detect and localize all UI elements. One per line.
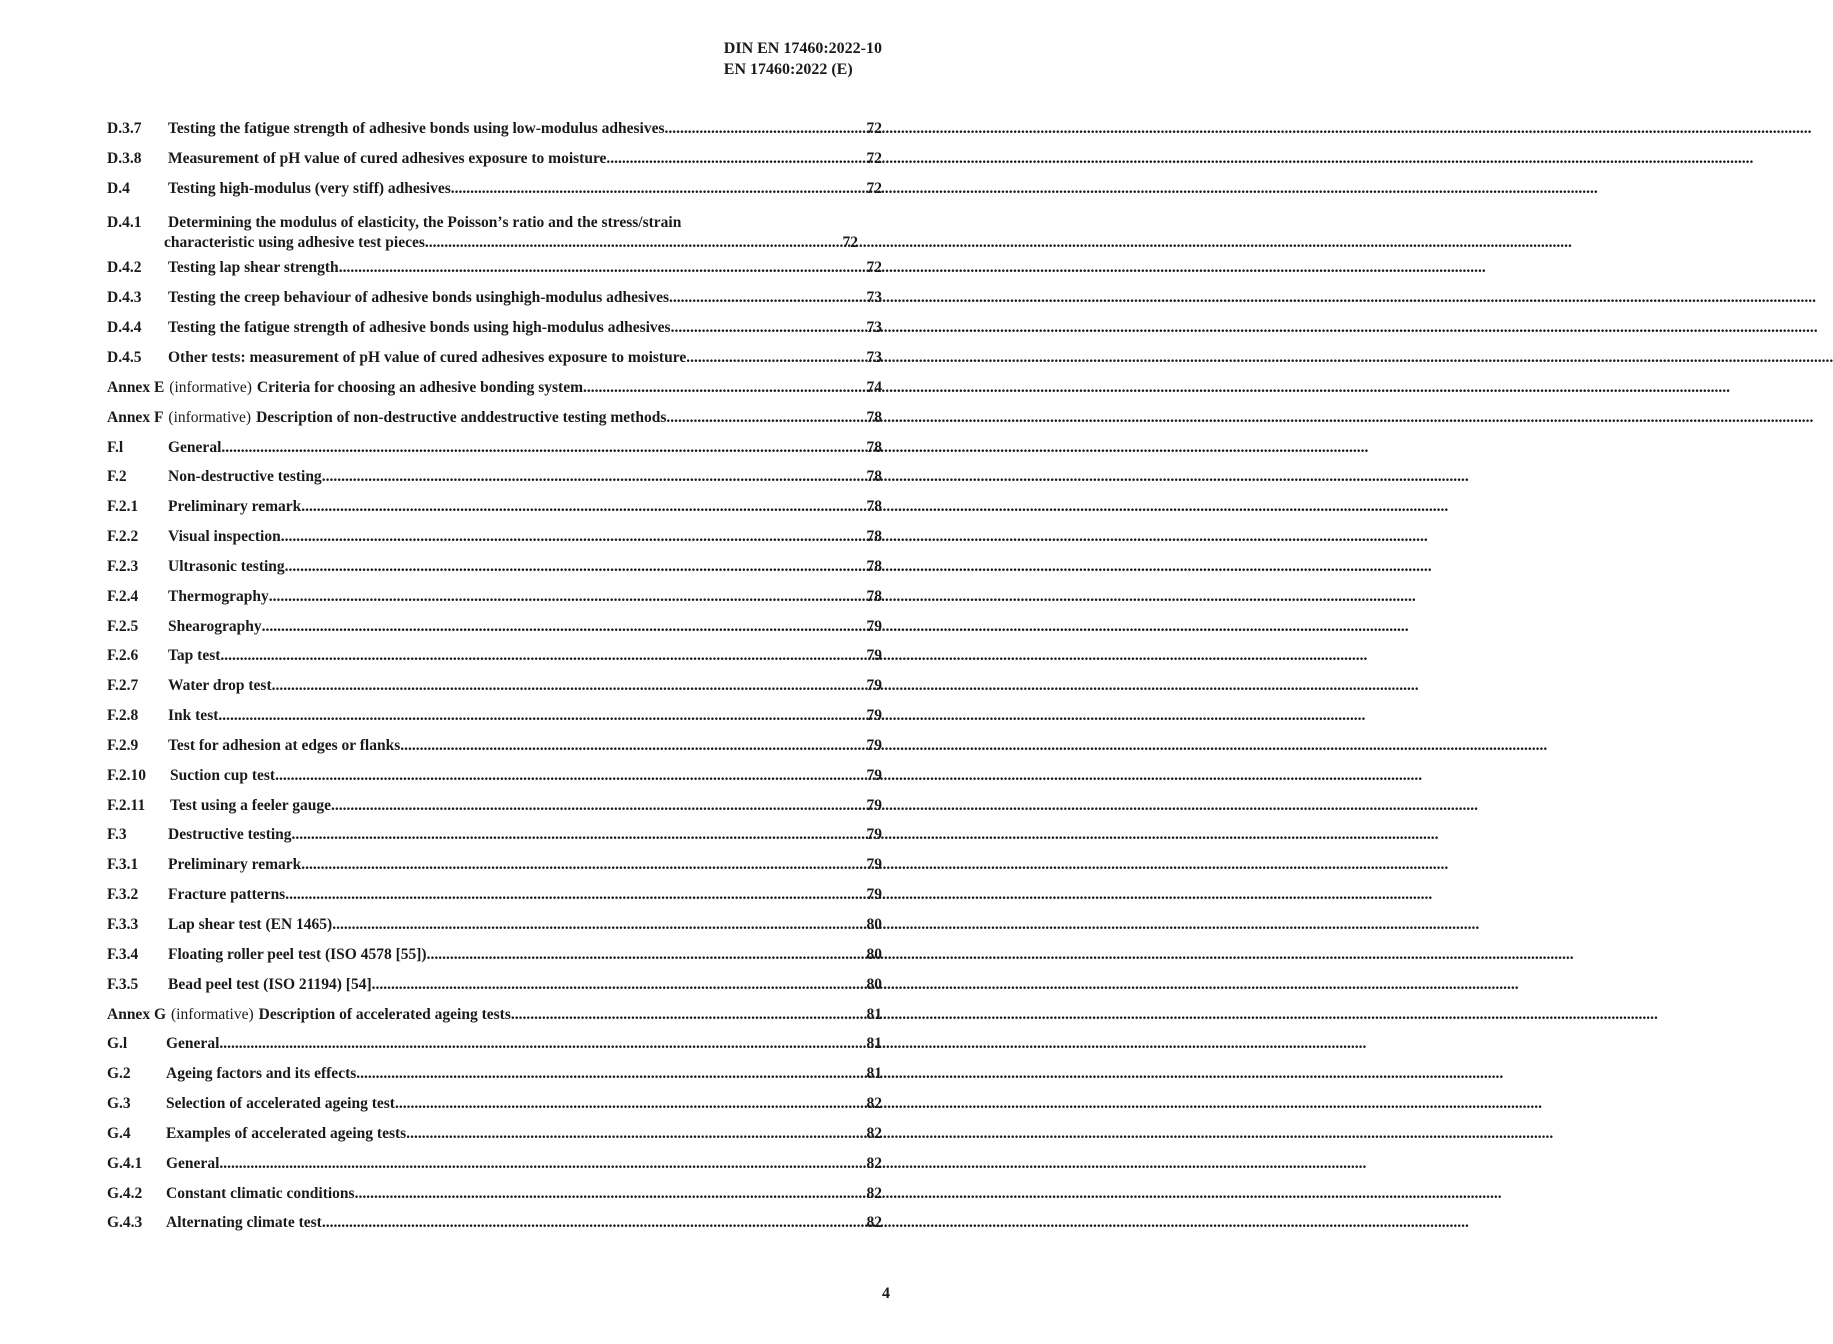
- toc-entry-number: G.4.1: [107, 1154, 143, 1172]
- toc-entry-leader-dots: [511, 1006, 867, 1024]
- toc-entry-title: Non-destructive testing: [168, 468, 322, 486]
- toc-entry-page: 73: [866, 319, 882, 337]
- toc-entry-number: G.4.3: [107, 1214, 143, 1232]
- toc-entry[interactable]: [107, 373, 882, 403]
- toc-entry-number: F.2.6: [107, 647, 139, 665]
- toc-entry[interactable]: [107, 1000, 882, 1030]
- toc-entry-number: F.3.1: [107, 856, 139, 874]
- toc-entry-leader-dots: [220, 647, 866, 665]
- toc-entry-page: 79: [866, 766, 882, 784]
- toc-entry-title: Lap shear test (EN 1465): [168, 916, 333, 934]
- toc-entry[interactable]: [107, 313, 882, 343]
- toc-entry-title: Testing the creep behaviour of adhesive bonds usinghigh-modulus adhesives: [168, 289, 669, 307]
- toc-entry[interactable]: [107, 552, 882, 582]
- toc-entry[interactable]: [107, 462, 882, 492]
- toc-entry[interactable]: [107, 701, 882, 731]
- toc-entry-page: 79: [866, 886, 882, 904]
- toc-entry-number: F.2.8: [107, 707, 139, 725]
- toc-entry-title: Testing the fatigue strength of adhesive bonds using high-modulus adhesives: [168, 319, 671, 337]
- toc-entry-page: 78: [866, 557, 882, 575]
- toc-entry-leader-dots: [301, 856, 866, 874]
- toc-entry[interactable]: [107, 433, 882, 463]
- toc-entry-page: 82: [866, 1214, 882, 1232]
- toc-entry[interactable]: [107, 204, 882, 254]
- toc-entry-page: 81: [866, 1005, 882, 1023]
- toc-entry-leader-dots: [269, 588, 867, 606]
- toc-entry-leader-dots: [666, 409, 866, 427]
- table-of-contents: [107, 114, 882, 1238]
- toc-entry-title: Determining the modulus of elasticity, the Poissonʼs ratio and the stress/strain: [168, 213, 682, 231]
- toc-entry-number: G.4: [107, 1124, 131, 1142]
- toc-entry-leader-dots: [669, 289, 867, 307]
- toc-entry-leader-dots: [395, 1095, 867, 1113]
- toc-entry-number: D.4.5: [107, 348, 142, 366]
- toc-entry-title: Test using a feeler gauge: [170, 796, 332, 814]
- toc-entry[interactable]: [107, 254, 882, 284]
- toc-entry-leader-dots: [262, 618, 867, 636]
- toc-entry-number: F.3.5: [107, 975, 139, 993]
- toc-entry-title: Alternating climate test: [166, 1214, 322, 1232]
- toc-entry-number: F.3.3: [107, 916, 139, 934]
- toc-entry-page: 80: [866, 916, 882, 934]
- toc-entry-number: Annex G: [107, 1005, 166, 1023]
- toc-entry-title: Other tests: measurement of pH value of cured adhesives exposure to moisture: [168, 348, 687, 366]
- toc-entry[interactable]: [107, 731, 882, 761]
- toc-entry-page: 72: [866, 259, 882, 277]
- toc-entry-page: 81: [866, 1035, 882, 1053]
- toc-entry[interactable]: [107, 492, 882, 522]
- toc-entry-page: 82: [866, 1154, 882, 1172]
- toc-entry-page: 74: [866, 378, 882, 396]
- toc-entry-title: Visual inspection: [168, 528, 281, 546]
- toc-entry-page: 82: [866, 1095, 882, 1113]
- toc-entry-number: F.2.3: [107, 557, 139, 575]
- header-standard-din: DIN EN 17460:2022-10: [723, 40, 882, 57]
- toc-entry-title: Test for adhesion at edges or flanks: [168, 736, 401, 754]
- toc-entry-page: 73: [866, 348, 882, 366]
- toc-entry-page: 78: [866, 587, 882, 605]
- toc-entry-page: 79: [866, 796, 882, 814]
- toc-entry-page: 73: [866, 289, 882, 307]
- toc-entry[interactable]: [107, 642, 882, 672]
- toc-entry-title: Testing the fatigue strength of adhesive bonds using low-modulus adhesives: [168, 119, 665, 137]
- toc-entry-title: Thermography: [168, 587, 269, 605]
- toc-entry-page: 80: [866, 945, 882, 963]
- toc-entry-page: 78: [866, 528, 882, 546]
- toc-entry-title: General: [166, 1154, 220, 1172]
- toc-entry-page: 79: [866, 707, 882, 725]
- toc-entry-page: 79: [866, 856, 882, 874]
- toc-entry-number: F.2.4: [107, 587, 139, 605]
- toc-entry-leader-dots: [355, 1185, 867, 1203]
- toc-entry-leader-dots: [272, 677, 867, 695]
- toc-entry[interactable]: [107, 1029, 882, 1059]
- toc-entry-leader-dots: [275, 767, 866, 785]
- toc-entry-leader-dots: [372, 976, 867, 994]
- toc-entry-number: Annex E: [107, 378, 165, 396]
- toc-entry[interactable]: [107, 671, 882, 701]
- toc-entry-number: D.4: [107, 179, 130, 197]
- toc-entry-title: Ultrasonic testing: [168, 557, 285, 575]
- toc-entry-page: 79: [866, 677, 882, 695]
- toc-entry[interactable]: [107, 880, 882, 910]
- toc-entry-number: F.2.2: [107, 528, 139, 546]
- toc-entry-leader-dots: [285, 886, 866, 904]
- toc-entry-page: 81: [866, 1065, 882, 1083]
- toc-entry-number: F.2.1: [107, 498, 139, 516]
- toc-entry-page: 72: [866, 119, 882, 137]
- toc-entry-title: Testing lap shear strength: [168, 259, 339, 277]
- toc-entry-page: 78: [866, 498, 882, 516]
- toc-entry-number: F.2.10: [107, 766, 147, 784]
- toc-entry-leader-dots: [292, 826, 867, 844]
- toc-entry-leader-dots: [686, 349, 866, 367]
- toc-entry-leader-dots: [665, 120, 867, 138]
- toc-entry-page: 79: [866, 647, 882, 665]
- toc-entry-page: 79: [866, 617, 882, 635]
- toc-entry-leader-dots: [451, 180, 867, 198]
- toc-entry-annex-type: (informative): [169, 378, 252, 396]
- toc-entry-leader-dots: [219, 1155, 866, 1173]
- toc-entry-leader-dots: [356, 1065, 866, 1083]
- toc-entry-title: Examples of accelerated ageing tests: [166, 1124, 407, 1142]
- toc-entry-title: Floating roller peel test (ISO 4578 [55]): [168, 945, 427, 963]
- toc-entry[interactable]: [107, 174, 882, 204]
- toc-entry[interactable]: [107, 403, 882, 433]
- toc-entry[interactable]: [107, 1119, 882, 1149]
- toc-entry-title: Constant climatic conditions: [166, 1184, 355, 1202]
- toc-entry-leader-dots: [671, 319, 867, 337]
- toc-entry-title: Destructive testing: [168, 826, 292, 844]
- toc-entry-leader-dots: [219, 1035, 866, 1053]
- toc-entry[interactable]: [107, 582, 882, 612]
- toc-entry[interactable]: [107, 940, 882, 970]
- toc-entry-leader-dots: [406, 1125, 866, 1143]
- toc-entry-leader-dots: [339, 259, 867, 277]
- toc-entry[interactable]: [107, 850, 882, 880]
- toc-entry-number: F.2.11: [107, 796, 146, 814]
- toc-entry[interactable]: [107, 612, 882, 642]
- toc-entry-page: 82: [866, 1124, 882, 1142]
- toc-entry[interactable]: [107, 1089, 882, 1119]
- toc-entry-leader-dots: [285, 558, 867, 576]
- toc-entry-title: Ageing factors and its effects: [166, 1065, 357, 1083]
- toc-entry-number: D.4.1: [107, 213, 142, 231]
- toc-entry-number: G.3: [107, 1095, 131, 1113]
- toc-entry-number: D.4.2: [107, 259, 142, 277]
- toc-entry-number: F.3: [107, 826, 127, 844]
- toc-entry-number: F.3.2: [107, 886, 139, 904]
- toc-entry[interactable]: [107, 283, 882, 313]
- toc-entry-leader-dots: [218, 707, 866, 725]
- toc-entry-title: Suction cup test: [170, 766, 276, 784]
- toc-entry-number: F.2.9: [107, 736, 139, 754]
- toc-entry-page: 72: [866, 179, 882, 197]
- toc-entry-title: Testing high-modulus (very stiff) adhesives: [168, 179, 451, 197]
- toc-entry-leader-dots: [583, 379, 866, 397]
- toc-entry-number: F.2.5: [107, 617, 139, 635]
- toc-entry-page: 78: [866, 468, 882, 486]
- document-header: [724, 38, 882, 80]
- toc-entry[interactable]: [107, 1059, 882, 1089]
- toc-entry-title: Tap test: [168, 647, 221, 665]
- toc-entry-page: 78: [866, 438, 882, 456]
- toc-entry[interactable]: [107, 761, 882, 791]
- toc-entry-number: D.3.7: [107, 119, 142, 137]
- toc-entry-title: General: [166, 1035, 220, 1053]
- toc-entry-number: D.4.3: [107, 289, 142, 307]
- toc-entry-title: Bead peel test (ISO 21194) [54]: [168, 975, 372, 993]
- toc-entry-leader-dots: [400, 737, 866, 755]
- toc-entry-number: F.3.4: [107, 945, 139, 963]
- toc-entry-leader-dots: [221, 439, 866, 457]
- toc-entry-leader-dots: [322, 468, 867, 486]
- toc-entry-annex-type: (informative): [168, 408, 252, 426]
- toc-entry-title: Fracture patterns: [168, 886, 286, 904]
- toc-entry-page: 80: [866, 975, 882, 993]
- toc-entry[interactable]: [107, 821, 882, 851]
- toc-entry-leader-dots: [301, 498, 866, 516]
- toc-entry-number: Annex F: [107, 408, 164, 426]
- toc-entry[interactable]: [107, 1209, 882, 1239]
- toc-entry-title: Water drop test: [168, 677, 272, 695]
- toc-entry-title: Selection of accelerated ageing test: [166, 1095, 395, 1113]
- toc-entry-number: F.2: [107, 468, 127, 486]
- toc-entry-leader-dots: [425, 234, 843, 252]
- toc-entry-title: Criteria for choosing an adhesive bonding system: [256, 378, 584, 396]
- toc-entry-leader-dots: [281, 528, 867, 546]
- toc-entry-number: G.4.2: [107, 1184, 143, 1202]
- toc-entry-page: 79: [866, 826, 882, 844]
- toc-entry-leader-dots: [331, 797, 866, 815]
- page-number: 4: [882, 1285, 890, 1302]
- toc-entry-title-continued: characteristic using adhesive test pieces: [164, 233, 425, 251]
- toc-entry-title: Preliminary remark: [168, 498, 302, 516]
- toc-entry-number: F.l: [107, 438, 124, 456]
- toc-entry-page: 79: [866, 736, 882, 754]
- toc-entry-number: F.2.7: [107, 677, 139, 695]
- toc-entry-title: Measurement of pH value of cured adhesives exposure to moisture: [168, 149, 607, 167]
- toc-entry[interactable]: [107, 114, 882, 144]
- header-standard-en: EN 17460:2022 (E): [723, 61, 853, 78]
- toc-entry-number: D.3.8: [107, 149, 142, 167]
- toc-entry-leader-dots: [332, 916, 866, 934]
- toc-entry-number: G.2: [107, 1065, 131, 1083]
- toc-entry-leader-dots: [322, 1214, 867, 1232]
- toc-entry-page: 72: [842, 233, 858, 251]
- toc-entry-title: Description of accelerated ageing tests: [258, 1005, 511, 1023]
- toc-entry[interactable]: [107, 144, 882, 174]
- toc-entry-title: Description of non-destructive anddestructive testing methods: [256, 408, 667, 426]
- toc-entry[interactable]: [107, 1179, 882, 1209]
- toc-entry-leader-dots: [427, 946, 867, 964]
- toc-entry-leader-dots: [606, 150, 866, 168]
- toc-entry[interactable]: [107, 791, 882, 821]
- toc-entry[interactable]: [107, 910, 882, 940]
- toc-entry-title: Shearography: [168, 617, 262, 635]
- toc-entry-title: General: [168, 438, 222, 456]
- toc-entry[interactable]: [107, 1149, 882, 1179]
- toc-entry[interactable]: [107, 522, 882, 552]
- toc-entry[interactable]: [107, 343, 882, 373]
- toc-entry-page: 72: [866, 149, 882, 167]
- toc-entry-number: D.4.4: [107, 319, 142, 337]
- toc-entry-annex-type: (informative): [171, 1005, 254, 1023]
- toc-entry[interactable]: [107, 970, 882, 1000]
- toc-entry-page: 82: [866, 1184, 882, 1202]
- toc-entry-page: 78: [866, 408, 882, 426]
- toc-entry-title: Ink test: [168, 707, 219, 725]
- toc-entry-number: G.l: [107, 1035, 128, 1053]
- toc-entry-title: Preliminary remark: [168, 856, 302, 874]
